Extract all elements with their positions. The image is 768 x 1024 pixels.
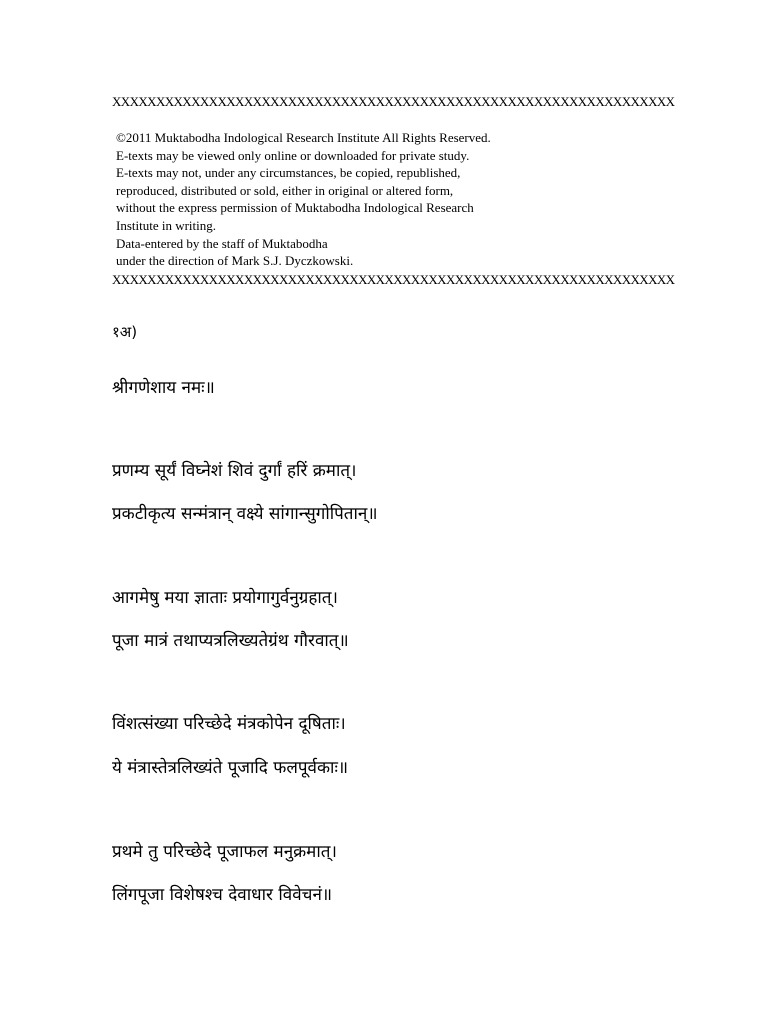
verse-1-line-1: प्रणम्य सूर्यं विघ्नेशं शिवं दुर्गां हरिं क्रमात्। — [112, 461, 357, 481]
verse-3-line-1: विंशत्संख्या परिच्छेदे मंत्रकोपेन दूषिताः। — [112, 714, 346, 734]
verse-1-line-2: प्रकटीकृत्य सन्मंत्रान् वक्ष्ये सांगान्सुगोपितान्॥ — [112, 504, 378, 524]
verse-2-line-1: आगमेषु मया ज्ञाताः प्रयोगागुर्वनुग्रहात्। — [112, 588, 338, 608]
copyright-line: E-texts may not, under any circumstances, be copied, republished, — [116, 165, 461, 181]
invocation-line: श्रीगणेशाय नमः॥ — [112, 378, 215, 398]
copyright-line: Institute in writing. — [116, 217, 217, 233]
verse-3-line-2: ये मंत्रास्तेत्रलिख्यंते पूजादि फलपूर्वकाः॥ — [112, 758, 349, 778]
copyright-line: Data-entered by the staff of Muktabodha — [116, 235, 328, 251]
copyright-line: ©2011 Muktabodha Indological Research Institute All Rights Reserved. — [116, 130, 491, 145]
verse-4-line-1: प्रथमे तु परिच्छेदे पूजाफल मनुक्रमात्। — [112, 842, 337, 862]
copyright-notice — [116, 129, 586, 270]
copyright-line: E-texts may be viewed only online or downloaded for private study. — [116, 147, 470, 163]
separator-top: XXXXXXXXXXXXXXXXXXXXXXXXXXXXXXXXXXXXXXXXXXXXXXXXXXXXXXXXXXXXXXXX — [112, 94, 675, 109]
verse-4-line-2: लिंगपूजा विशेषश्च देवाधार विवेचनं॥ — [112, 885, 333, 905]
copyright-line: under the direction of Mark S.J. Dyczkowski. — [116, 253, 354, 269]
separator-bottom: XXXXXXXXXXXXXXXXXXXXXXXXXXXXXXXXXXXXXXXXXXXXXXXXXXXXXXXXXXXXXXXX — [112, 272, 675, 287]
folio-number: १अ) — [112, 323, 138, 341]
verse-2-line-2: पूजा मात्रं तथाप्यत्रलिख्यतेग्रंथ गौरवात्॥ — [112, 631, 349, 651]
copyright-line: without the express permission of Muktabodha Indological Research — [116, 200, 474, 216]
copyright-line: reproduced, distributed or sold, either in original or altered form, — [116, 182, 454, 198]
